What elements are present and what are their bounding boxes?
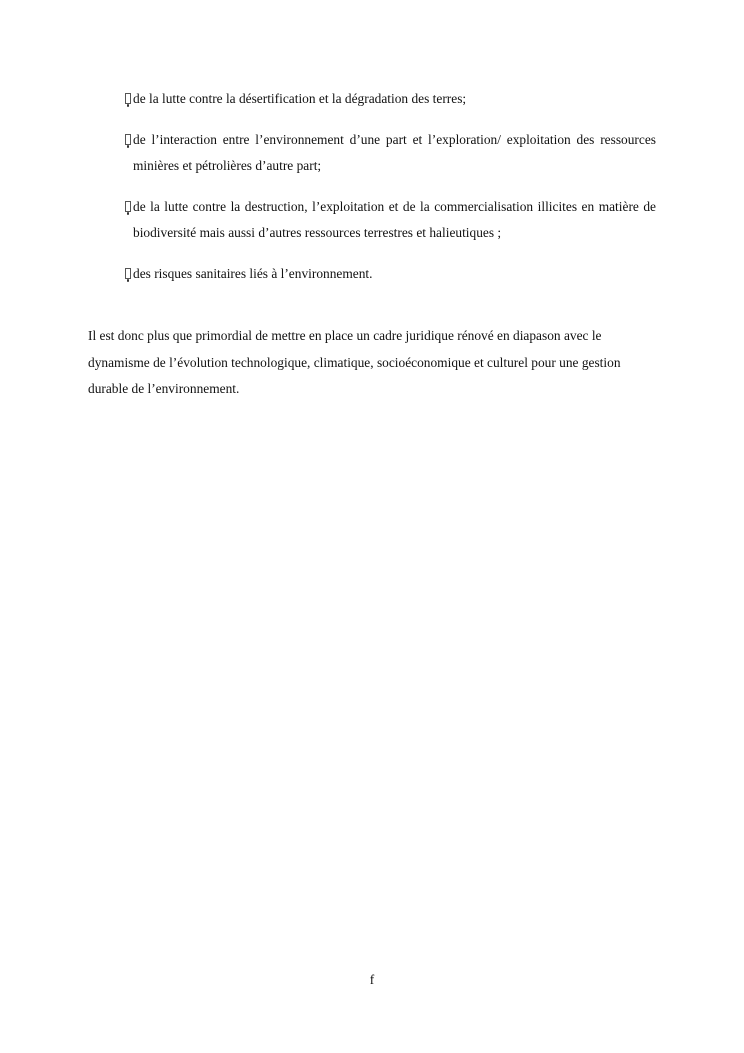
bullet-box-icon [125,201,131,212]
bullet-item-interaction [125,127,656,179]
bullet-text: de la lutte contre la désertification et la dégradation des terres; [133,91,467,106]
bullet-box-icon [125,93,131,104]
bullet-box-icon [125,268,131,279]
bullet-item-sanitary-risks [125,261,656,287]
bullet-item-desertification [125,86,656,112]
page-number: f [369,972,375,987]
bullet-item-biodiversity [125,194,656,246]
bullet-box-icon [125,134,131,145]
bullet-list [125,86,656,302]
bullet-text: de l’interaction entre l’environnement d’une part et l’exploration/ exploitation des ressources minières et pétrolières d’autre part; [133,132,656,173]
conclusion-paragraph: Il est donc plus que primordial de mettre en place un cadre juridique rénové en diapason avec le dynamisme de l’évolution technologique, climatique, socioéconomique et culturel pour une gestion durable de l’environnement. [88,328,621,396]
bullet-text: des risques sanitaires liés à l’environnement. [133,266,373,281]
bullet-text: de la lutte contre la destruction, l’exploitation et de la commercialisation illicites en matière de biodiversité mais aussi d’autres ressources terrestres et halieutiques ; [133,199,656,240]
